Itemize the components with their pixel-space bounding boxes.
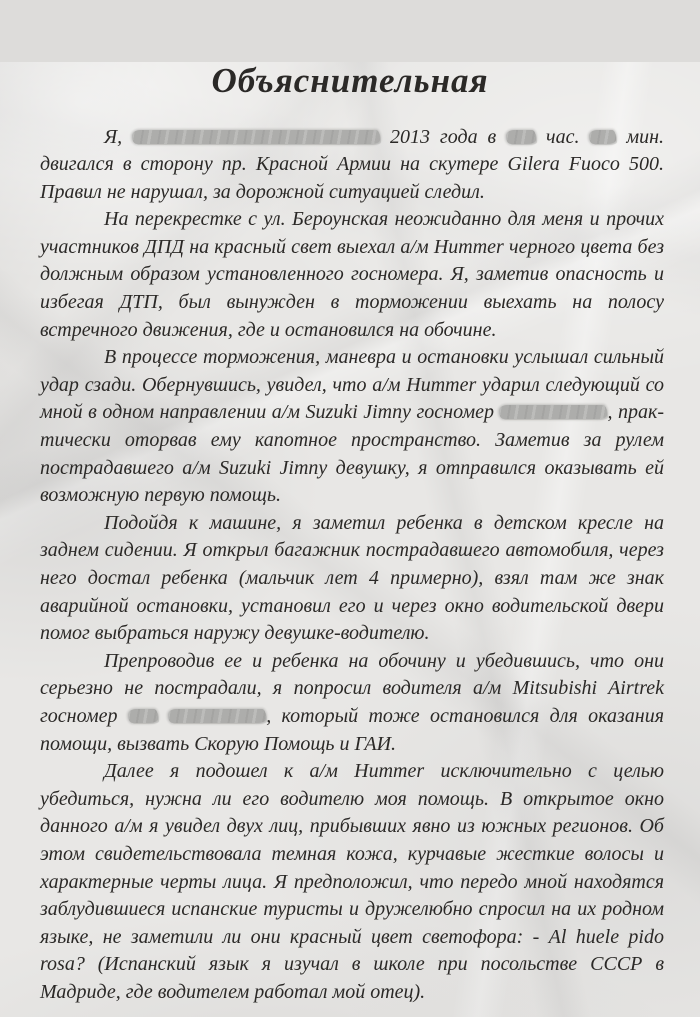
redaction-blob <box>128 709 158 723</box>
redaction-blob <box>132 130 380 144</box>
redaction-blob <box>589 130 616 144</box>
paragraph: Далее я подошел к а/м Hummer исключительно с целью убедиться, нужна ли его водителю моя помощь. В открытое окно данного а/м я увидел двух лиц, прибывших явно из южных регионов. Об этом свидетельствовала темная кожа, курчавые жесткие волосы и характерные черты лица. Я предположил, что передо мной находятся заблудившиеся испанские туристы и дружелюбно спросил на их родном языке, не заметили ли они красный цвет светофора: - Al huele pido rosa? (Испанский язык я изучал в школе при посольстве СССР в Мадриде, где водителем работал мой отец). <box>40 760 664 1003</box>
paragraph: Подойдя к машине, я заметил ребенка в детском кресле на заднем сидении. Я открыл багажник пострадавшего автомобиля, через него достал ребенка (мальчик лет 4 примерно), взял там же знак аварийной остановки, установил его и через окно водительской двери помог выбраться наружу девушке-водителю. <box>40 511 664 645</box>
paragraph: На перекрестке с ул. Бероунская неожиданно для меня и прочих участников ДПД на красный свет выехал а/м Hummer черного цвета без должным образом установленного госномера. Я, заметив опасность и избегая ДТП, был вынужден в торможении выехать на полосу встречного движения, где и остановился на обочине. <box>40 208 664 341</box>
redaction-blob <box>168 709 266 723</box>
document-title: Объяснительная <box>211 61 489 100</box>
paragraph: В процессе торможения, маневра и остановки услышал сильный удар сзади. Обернувшись, увидел, что а/м Hummer ударил следующий со мной в одном направлении а/м Suzuki Jimny госномер , практически оторвав ему капотное пространство. Заметив за рулем пострадавшего а/м Suzuki Jimny девушку, я отправился оказывать ей возможную первую помощь. <box>40 346 664 507</box>
redaction-blob <box>499 405 607 419</box>
redaction-blob <box>506 130 536 144</box>
paragraph: Я, 2013 года в час. мин. двигался в сторону пр. Красной Армии на скутере Gilera Fuoco 500. Правил не нарушал, за дорожной ситуацией следил. <box>40 125 664 203</box>
document-page <box>0 62 700 1017</box>
paragraph: Препроводив ее и ребенка на обочину и убедившись, что они серьезно не пострадали, я попросил водителя а/м Mitsubishi Airtrek госномер , который тоже остановился для оказания помощи, вызвать Скорую Помощь и ГАИ. <box>40 649 665 755</box>
document-body <box>40 124 664 1007</box>
